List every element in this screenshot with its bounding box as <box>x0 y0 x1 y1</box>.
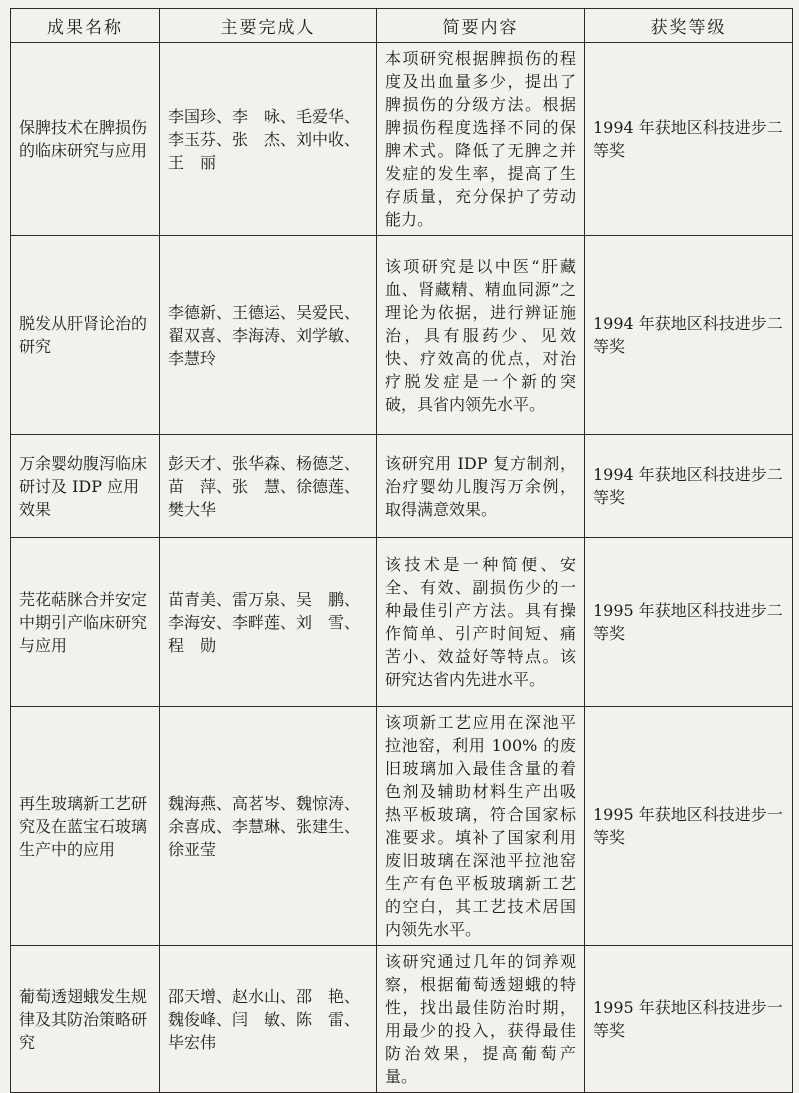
brief-summary: 本项研究根据脾损伤的程度及出血量多少，提出了脾损伤的分级方法。根据脾损伤程度选择不同的保脾术式。降低了无脾之并发症的发生率，提高了生存质量，充分保护了劳动能力。 <box>377 43 585 236</box>
main-contributors: 魏海燕、高茗岑、魏惊涛、余喜成、李慧琳、张建生、徐亚莹 <box>160 707 377 946</box>
table-row <box>11 707 793 946</box>
achievement-name: 芫花萜脒合并安定中期引产临床研究与应用 <box>11 538 160 707</box>
award-level: 1994 年获地区科技进步二等奖 <box>585 236 793 435</box>
main-contributors: 李德新、王德运、吴爱民、翟双喜、李海涛、刘学敏、李慧玲 <box>160 236 377 435</box>
brief-summary: 该项研究是以中医“肝藏血、肾藏精、精血同源”之理论为依据，进行辨证施治，具有服药少、见效快、疗效高的优点，对治疗脱发症是一个新的突破，具省内领先水平。 <box>377 236 585 435</box>
table-row <box>11 43 793 236</box>
main-contributors: 彭天才、张华森、杨德芝、苗 萍、张 慧、徐德莲、樊大华 <box>160 435 377 538</box>
header-summary: 简要内容 <box>377 9 585 43</box>
header-level: 获奖等级 <box>585 9 793 43</box>
achievement-name: 葡萄透翅蛾发生规律及其防治策略研究 <box>11 946 160 1093</box>
awards-table <box>10 8 793 1093</box>
brief-summary: 该研究通过几年的饲养观察，根据葡萄透翅蛾的特性，找出最佳防治时期，用最少的投入，获得最佳防治效果，提高葡萄产量。 <box>377 946 585 1093</box>
brief-summary: 该技术是一种简便、安全、有效、副损伤少的一种最佳引产方法。具有操作简单、引产时间短、痛苦小、效益好等特点。该研究达省内先进水平。 <box>377 538 585 707</box>
main-contributors: 邵天增、赵水山、邵 艳、魏俊峰、闫 敏、陈 雷、毕宏伟 <box>160 946 377 1093</box>
brief-summary: 该研究用 IDP 复方制剂，治疗婴幼儿腹泻万余例，取得满意效果。 <box>377 435 585 538</box>
achievement-name: 再生玻璃新工艺研究及在蓝宝石玻璃生产中的应用 <box>11 707 160 946</box>
header-row <box>11 9 793 43</box>
table-row <box>11 435 793 538</box>
award-level: 1994 年获地区科技进步二等奖 <box>585 435 793 538</box>
table-row <box>11 236 793 435</box>
award-level: 1995 年获地区科技进步一等奖 <box>585 946 793 1093</box>
achievement-name: 万余婴幼腹泻临床研讨及 IDP 应用效果 <box>11 435 160 538</box>
header-name: 成果名称 <box>11 9 160 43</box>
achievement-name: 脱发从肝肾论治的研究 <box>11 236 160 435</box>
achievement-name: 保脾技术在脾损伤的临床研究与应用 <box>11 43 160 236</box>
table-row <box>11 946 793 1093</box>
main-contributors: 苗青美、雷万泉、吴 鹏、李海安、李畔莲、刘 雪、程 勋 <box>160 538 377 707</box>
table-header <box>11 9 793 43</box>
main-contributors: 李国珍、李 咏、毛爱华、李玉芬、张 杰、刘中收、王 丽 <box>160 43 377 236</box>
award-level: 1994 年获地区科技进步二等奖 <box>585 43 793 236</box>
award-level: 1995 年获地区科技进步一等奖 <box>585 707 793 946</box>
award-level: 1995 年获地区科技进步二等奖 <box>585 538 793 707</box>
brief-summary: 该项新工艺应用在深池平拉池窑，利用 100% 的废旧玻璃加入最佳含量的着色剂及辅助材料生产出吸热平板玻璃，符合国家标准要求。填补了国家利用废旧玻璃在深池平拉池窑生产有色平板玻璃新工艺的空白，其工艺技术居国内领先水平。 <box>377 707 585 946</box>
header-people: 主要完成人 <box>160 9 377 43</box>
table-row <box>11 538 793 707</box>
table-body <box>11 43 793 1093</box>
